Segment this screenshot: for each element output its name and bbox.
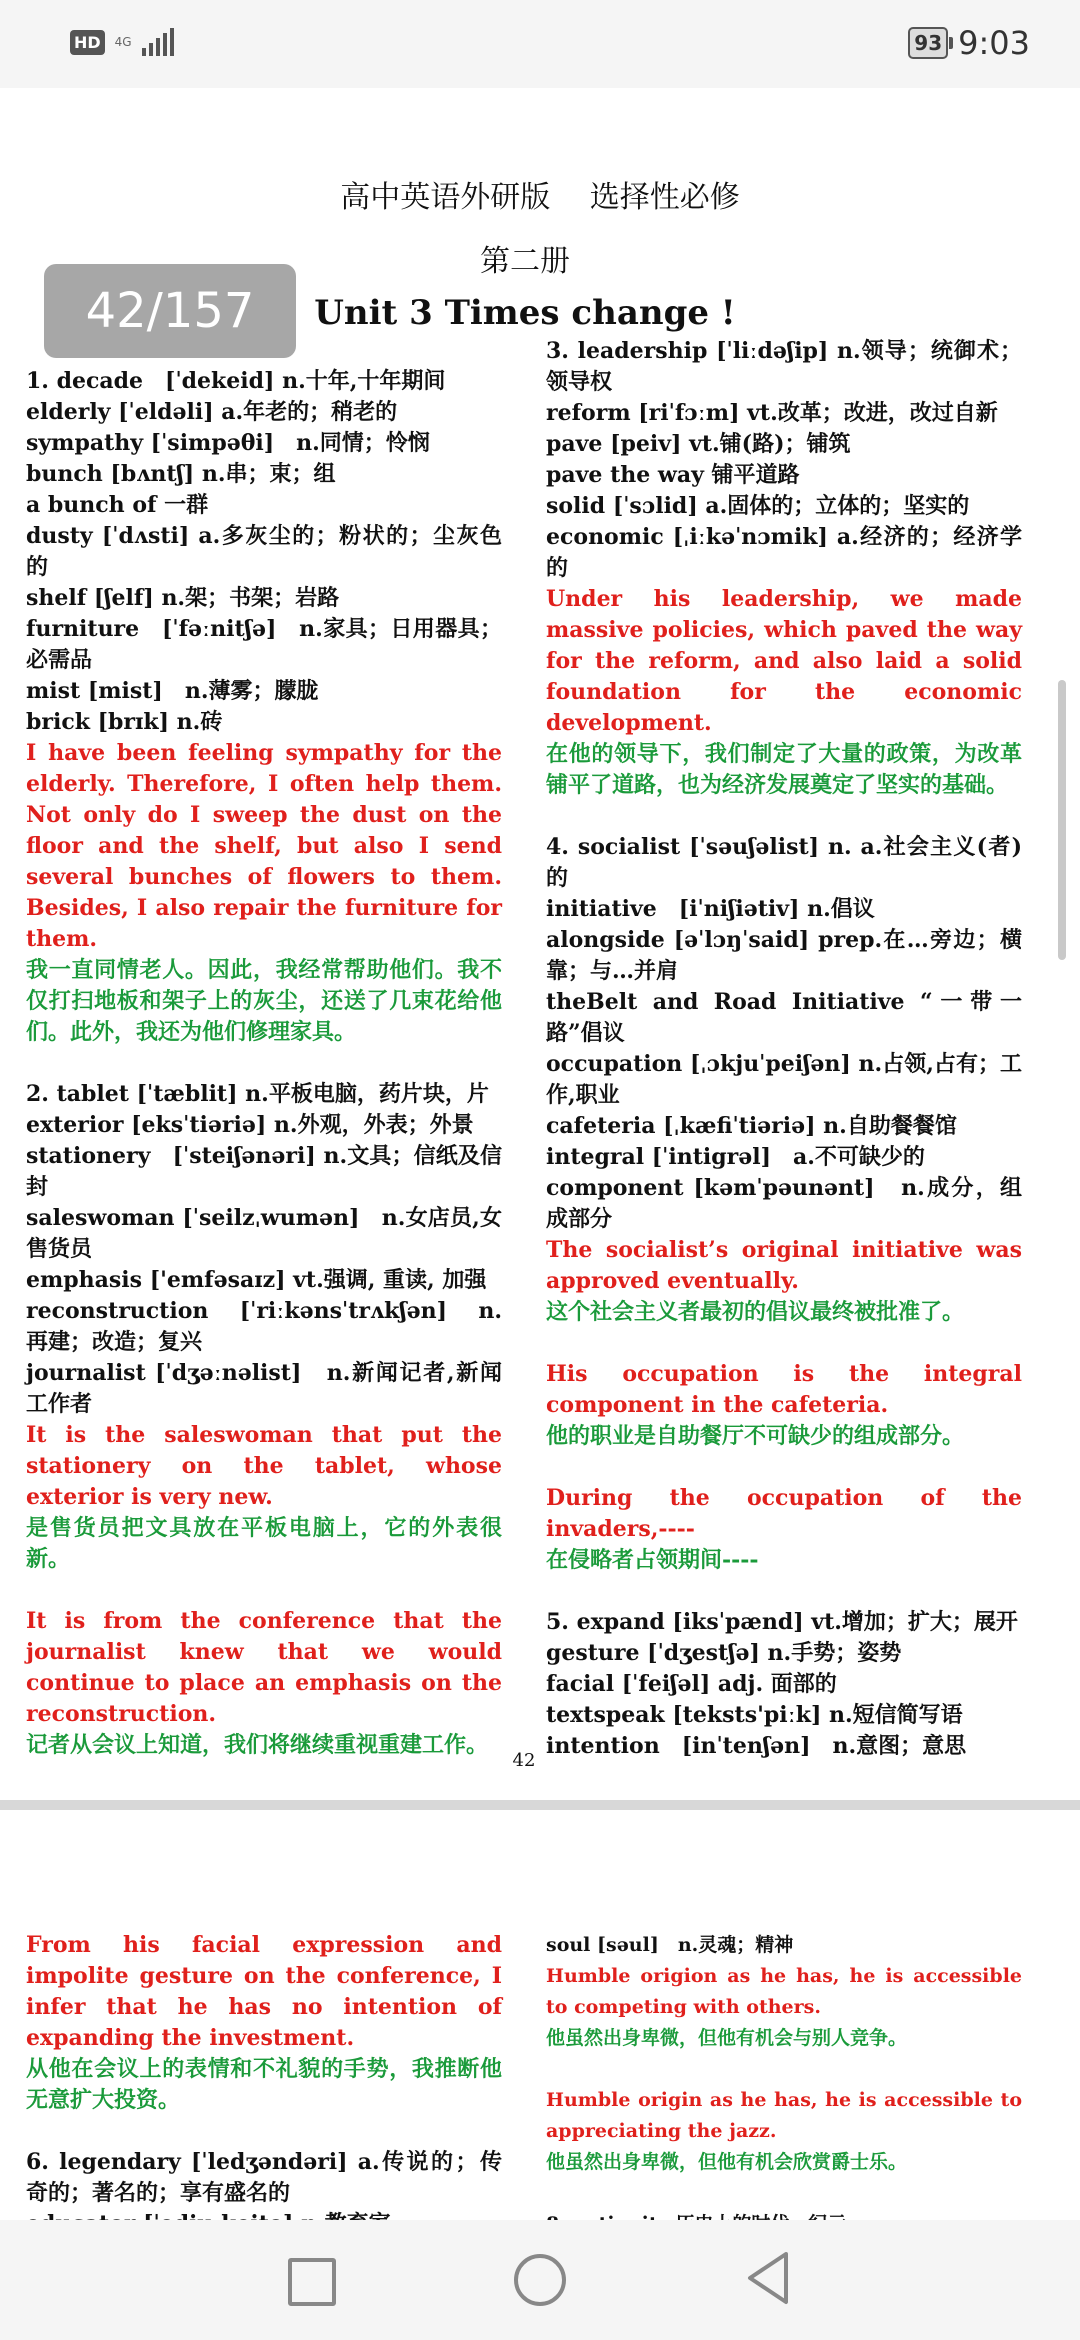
clock: 9:03: [958, 24, 1030, 62]
translation-line: 是售货员把文具放在平板电脑上，它的外表很新。: [26, 1515, 502, 1572]
vocab-line: component [kəmˈpəunənt] n.成分，组成部分: [546, 1175, 1022, 1232]
page-counter-badge: 42/157: [44, 264, 296, 358]
spacer: [546, 1328, 1022, 1359]
spacer: [546, 801, 1022, 832]
example-sentence: It is from the conference that the journalist knew that we would continue to place an emphasis on the reconstruction.: [26, 1608, 502, 1727]
vocab-line: facial [ˈfeiʃəl] adj. 面部的: [546, 1671, 837, 1697]
vocab-line: reconstruction [ˈriːkənsˈtrʌkʃən] n.再建；改造；复兴: [26, 1298, 502, 1355]
navigation-bar: [0, 2220, 1080, 2340]
scrollbar[interactable]: [1058, 680, 1066, 960]
spacer: [546, 2054, 1022, 2085]
translation-line: 在他的领导下，我们制定了大量的政策，为改革铺平了道路，也为经济发展奠定了坚实的基础。: [546, 741, 1022, 798]
page-divider: [0, 1800, 1080, 1810]
vocab-line: brick [brɪk] n.砖: [26, 709, 223, 735]
vocab-line: theBelt and Road Initiative “一带一路”倡议: [546, 989, 1022, 1046]
example-sentence: Under his leadership, we made massive policies, which paved the way for the reform, and also laid a solid foundation for the economic development.: [546, 586, 1022, 736]
vocab-line: emphasis ['emfəsaɪz] vt.强调, 重读, 加强: [26, 1267, 487, 1293]
example-sentence: During the occupation of the invaders,----: [546, 1485, 1022, 1542]
vocab-line: sympathy [ˈsimpəθi] n.同情；怜悯: [26, 430, 430, 456]
vocab-line: stationery [ˈsteiʃənəri] n.文具；信纸及信封: [26, 1143, 502, 1200]
network-type: 4G: [114, 35, 132, 49]
hd-icon: HD: [70, 30, 105, 55]
battery-icon: 93: [908, 27, 948, 59]
vocab-line: pave [peiv] vt.铺(路)；铺筑: [546, 431, 851, 457]
vocab-line: exterior [eksˈtiəriə] n.外观，外表；外景: [26, 1112, 474, 1138]
translation-line: 这个社会主义者最初的倡议最终被批准了。: [546, 1299, 965, 1325]
vocab-line: dusty [ˈdʌsti] a.多灰尘的；粉状的；尘灰色的: [26, 523, 502, 580]
vocab-line: bunch [bʌntʃ] n.串；束；组: [26, 461, 336, 487]
unit-heading: Unit 3 Times change !: [314, 293, 736, 333]
vocab-line: furniture [ˈfəːnitʃə] n.家具；日用器具；必需品: [26, 616, 502, 673]
vocab-line: gesture [ˈdʒestʃə] n.手势；姿势: [546, 1640, 902, 1666]
right-column: [546, 336, 1022, 1762]
vocab-line: cafeteria [ˌkæfiˈtiəriə] n.自助餐餐馆: [546, 1113, 957, 1139]
example-sentence: Humble origin as he has, he is accessible to appreciating the jazz.: [546, 2089, 1022, 2142]
back-icon[interactable]: [744, 2250, 792, 2306]
left-column: [26, 366, 502, 1761]
translation-line: 我一直同情老人。因此，我经常帮助他们。我不仅打扫地板和架子上的灰尘，还送了几束花给他们。此外，我还为他们修理家具。: [26, 957, 502, 1045]
vocab-line: integral [ˈintigrəl] a.不可缺少的: [546, 1144, 925, 1170]
translation-line: 他虽然出身卑微，但他有机会与别人竞争。: [546, 2027, 908, 2049]
translation-line: 记者从会议上知道，我们将继续重视重建工作。: [26, 1732, 489, 1758]
translation-line: 他虽然出身卑微，但他有机会欣赏爵士乐。: [546, 2151, 908, 2173]
doc-title: 高中英语外研版 选择性必修: [340, 180, 740, 215]
page-number: 42: [512, 1750, 536, 1771]
right-column: [546, 1930, 1022, 2240]
vocab-line: journalist [ˈdʒəːnəlist] n.新闻记者,新闻工作者: [26, 1360, 502, 1417]
example-sentence: From his facial expression and impolite gesture on the conference, I infer that he has no intention of expanding the investment.: [26, 1932, 502, 2051]
example-sentence: His occupation is the integral component in the cafeteria.: [546, 1361, 1022, 1418]
doc-subtitle: 第二册: [480, 244, 570, 279]
vocab-line: 4. socialist [ˈsəuʃəlist] n. a.社会主义(者)的: [546, 834, 1022, 891]
spacer: [546, 2178, 1022, 2209]
home-icon[interactable]: [514, 2254, 566, 2306]
vocab-line: occupation [ˌɔkjuˈpeiʃən] n.占领,占有；工作,职业: [546, 1051, 1022, 1108]
vocab-line: elderly [ˈeldəli] a.年老的；稍老的: [26, 399, 398, 425]
example-sentence: I have been feeling sympathy for the elderly. Therefore, I often help them. Not only do I sweep the dust on the floor and the shelf, but also I send several bunches of flowers to them. Besides, I also repair the furniture for them.: [26, 740, 502, 952]
vocab-line: 1. decade [ˈdekeid] n.十年,十年期间: [26, 368, 446, 394]
vocab-line: solid [ˈsɔlid] a.固体的；立体的；坚实的: [546, 493, 970, 519]
spacer: [546, 1576, 1022, 1607]
spacer: [26, 1575, 502, 1606]
vocab-line: textspeak [teksts'piːk] n.短信简写语: [546, 1702, 963, 1728]
document-page-2[interactable]: [0, 1810, 1080, 2220]
vocab-line: 5. expand [iksˈpænd] vt.增加；扩大；展开: [546, 1609, 1018, 1635]
vocab-line: 3. leadership [ˈliːdəʃip] n.领导；统御术；领导权: [546, 338, 1022, 395]
translation-line: 在侵略者占领期间----: [546, 1547, 759, 1573]
vocab-line: 2. tablet [ˈtæblit] n.平板电脑，药片块，片: [26, 1081, 489, 1107]
status-bar: [0, 0, 1080, 88]
translation-line: 从他在会议上的表情和不礼貌的手势，我推断他无意扩大投资。: [26, 2056, 502, 2113]
vocab-line: pave the way 铺平道路: [546, 462, 800, 488]
spacer: [546, 1452, 1022, 1483]
vocab-line: shelf [ʃelf] n.架；书架；岩路: [26, 585, 340, 611]
vocab-line: 6. legendary [ˈledʒəndəri] a.传说的；传奇的；著名的；享有盛名的: [26, 2149, 502, 2206]
vocab-line: initiative [iˈniʃiətiv] n.倡议: [546, 896, 875, 922]
vocab-line: a bunch of 一群: [26, 492, 209, 518]
vocab-line: intention [inˈtenʃən] n.意图；意思: [546, 1733, 967, 1759]
example-sentence: It is the saleswoman that put the stationery on the tablet, whose exterior is very new.: [26, 1422, 502, 1510]
vocab-line: saleswoman [ˈseilzˌwumən] n.女店员,女售货员: [26, 1205, 502, 1262]
vocab-line: economic [ˌiːkəˈnɔmik] a.经济的；经济学的: [546, 524, 1022, 581]
recents-icon[interactable]: [288, 2258, 336, 2306]
signal-icon: [142, 28, 174, 56]
spacer: [26, 1048, 502, 1079]
translation-line: 他的职业是自助餐厅不可缺少的组成部分。: [546, 1423, 965, 1449]
spacer: [26, 2116, 502, 2147]
vocab-line: mist [mist] n.薄雾；朦胧: [26, 678, 319, 704]
vocab-line: reform [riˈfɔːm] vt.改革；改进，改过自新: [546, 400, 998, 426]
vocab-line: soul [səul] n.灵魂；精神: [546, 1934, 794, 1956]
example-sentence: The socialist’s original initiative was approved eventually.: [546, 1237, 1022, 1294]
status-right: [908, 24, 1030, 62]
example-sentence: Humble origion as he has, he is accessible to competing with others.: [546, 1965, 1022, 2018]
document-page-1[interactable]: [0, 88, 1080, 1800]
vocab-line: alongside [əˈlɔŋˈsaid] prep.在…旁边；横靠；与…并肩: [546, 927, 1022, 984]
status-left: [70, 28, 174, 56]
